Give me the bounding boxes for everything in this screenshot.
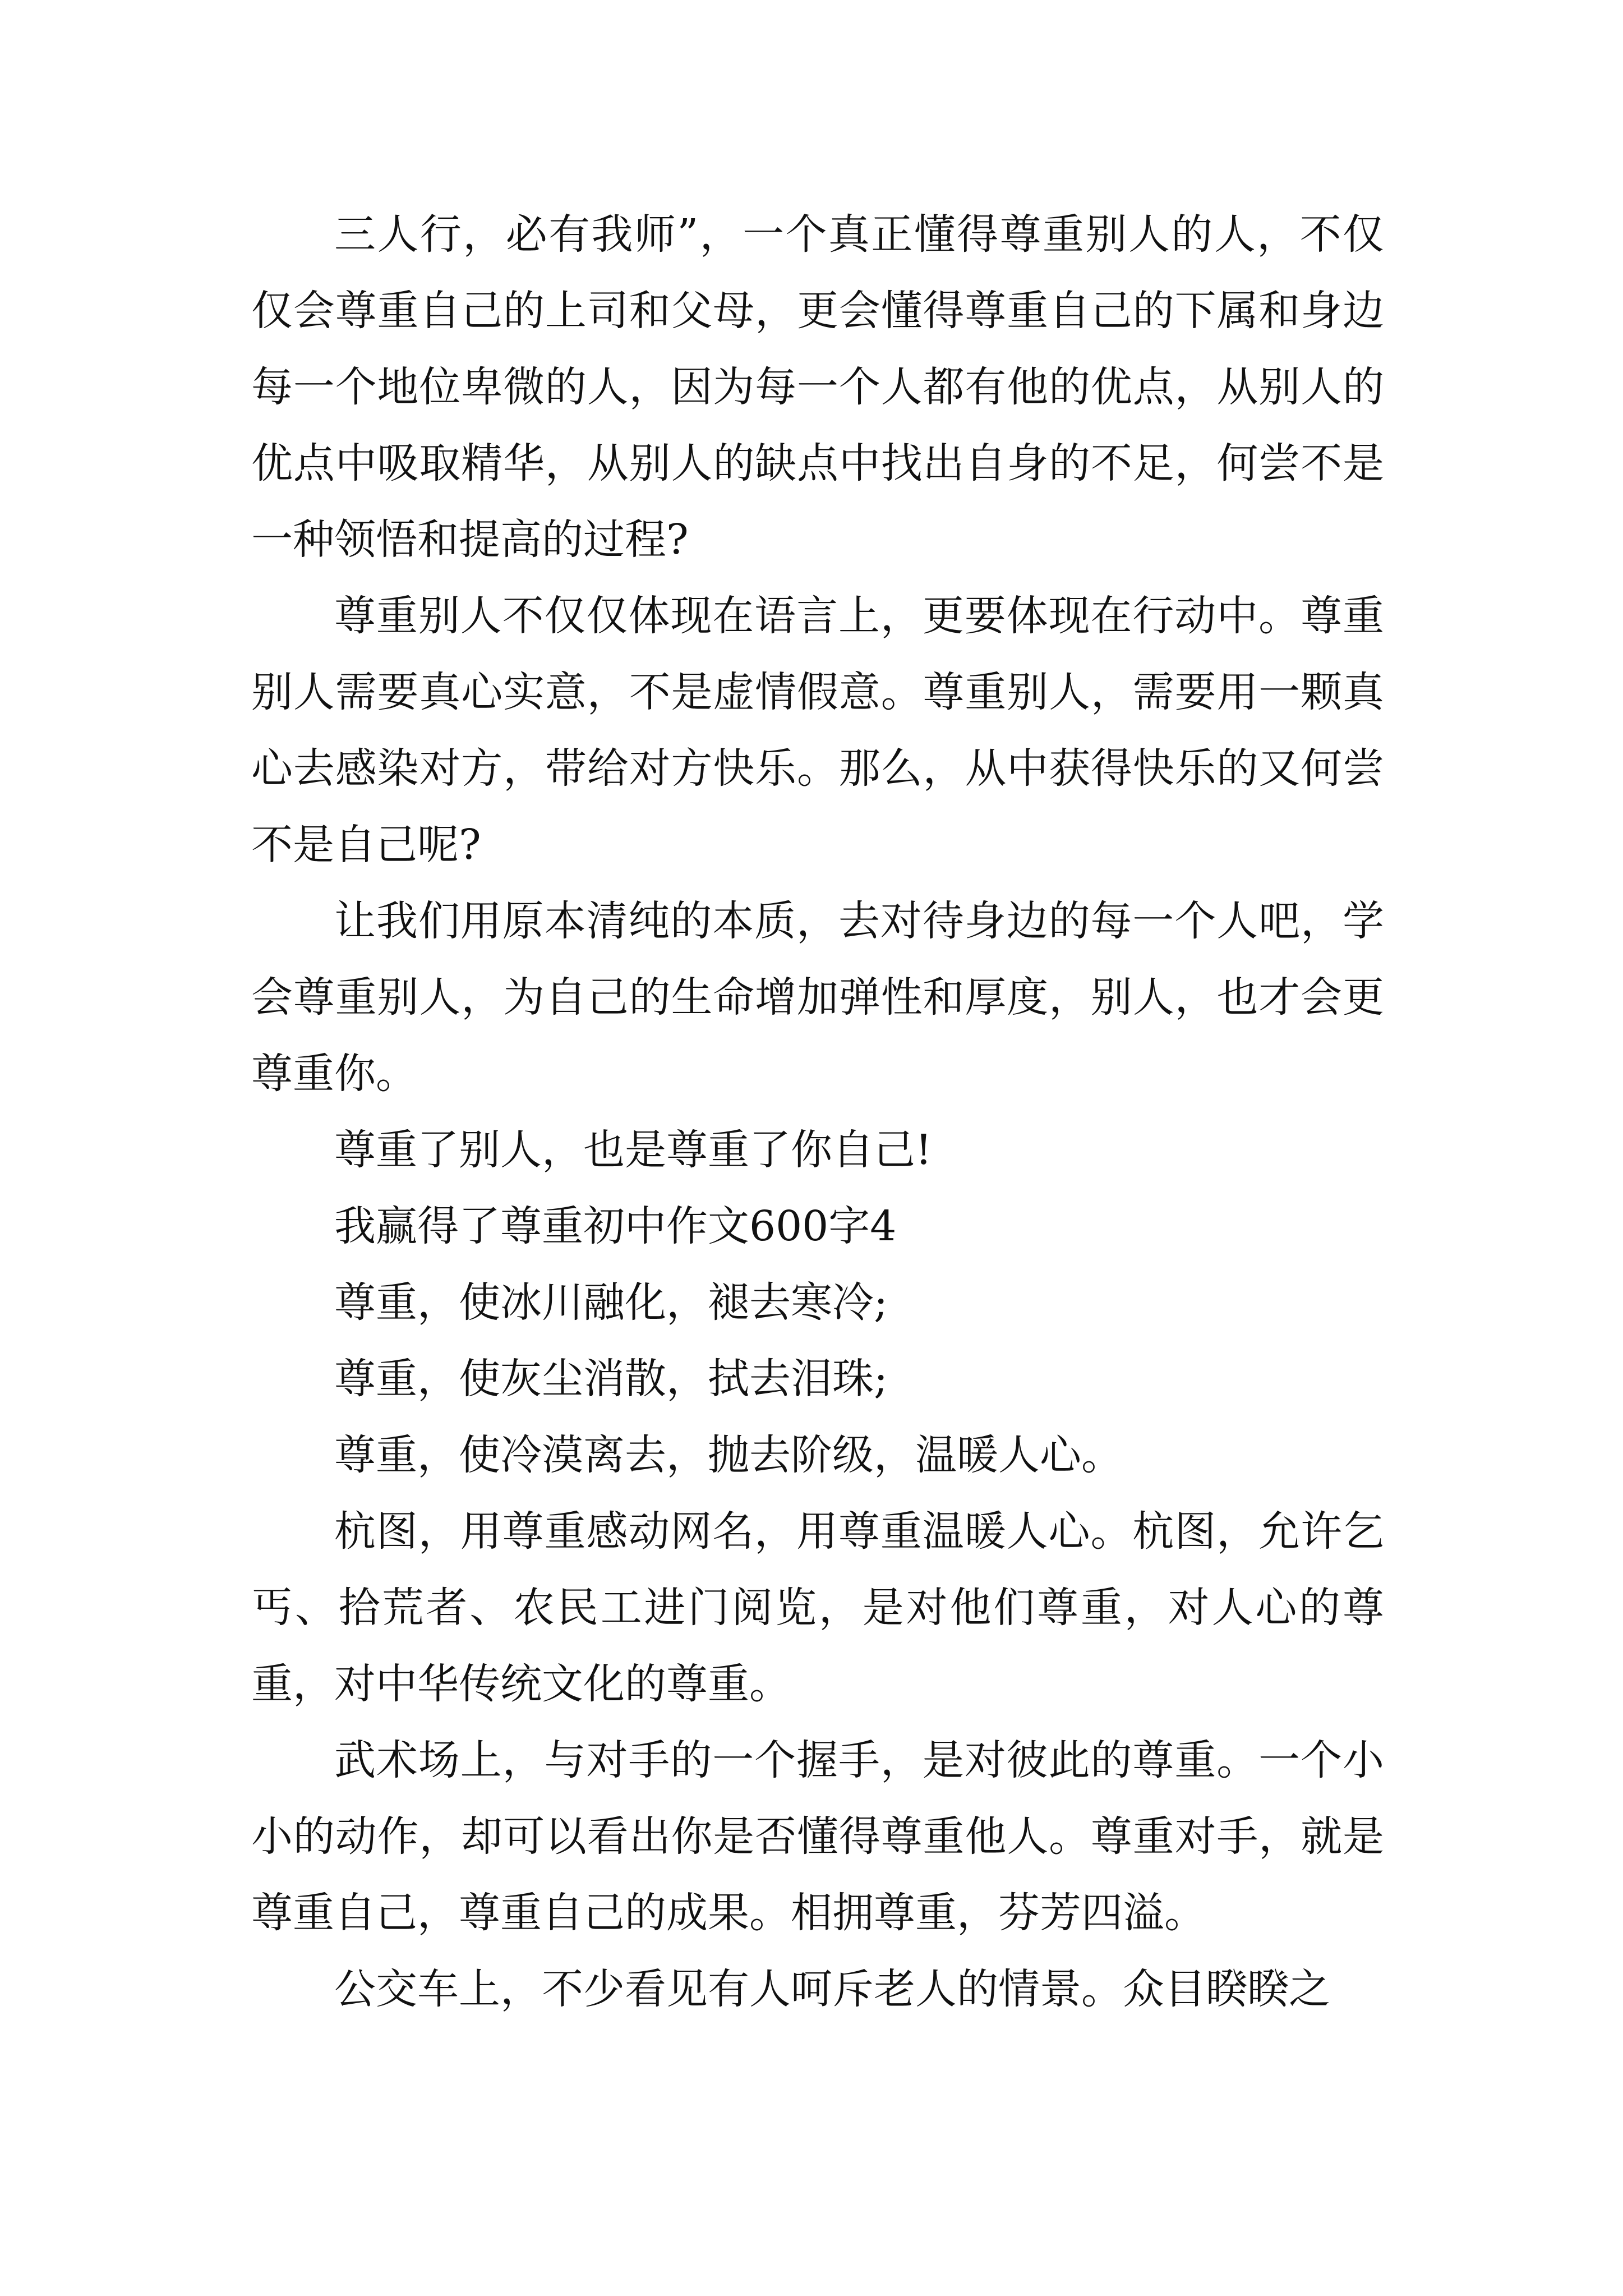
paragraph-1: 三人行，必有我师”，一个真正懂得尊重别人的人，不仅仅会尊重自己的上司和父母，更会懂得尊重自己的下属和身边每一个地位卑微的人，因为每一个人都有他的优点，从别人的优点中吸取精华，从别人的缺点中找出自身的不足，何尝不是一种领悟和提高的过程?: [251, 210, 1384, 564]
paragraph-6: 尊重，使冰川融化，褪去寒冷;: [334, 1278, 888, 1327]
document-body: [251, 196, 1384, 2027]
paragraph-4: 尊重了别人，也是尊重了你自己!: [334, 1126, 932, 1174]
paragraph-3: 让我们用原本清纯的本质，去对待身边的每一个人吧，学会尊重别人，为自己的生命增加弹性和厚度，别人，也才会更尊重你。: [251, 897, 1384, 1098]
paragraph-2: 尊重别人不仅仅体现在语言上，更要体现在行动中。尊重别人需要真心实意，不是虚情假意。尊重别人，需要用一颗真心去感染对方，带给对方快乐。那么，从中获得快乐的又何尝不是自己呢?: [251, 592, 1384, 869]
paragraph-8: 尊重，使冷漠离去，抛去阶级，温暖人心。: [334, 1431, 1123, 1479]
paragraph-7: 尊重，使灰尘消散，拭去泪珠;: [334, 1355, 888, 1403]
essay-title: 我赢得了尊重初中作文600字4: [334, 1202, 897, 1250]
paragraph-11: 公交车上，不少看见有人呵斥老人的情景。众目睽睽之: [334, 1965, 1330, 2013]
paragraph-9: 杭图，用尊重感动网名，用尊重温暖人心。杭图，允许乞丐、拾荒者、农民工进门阅览，是对他们尊重，对人心的尊重，对中华传统文化的尊重。: [251, 1507, 1384, 1708]
paragraph-10: 武术场上，与对手的一个握手，是对彼此的尊重。一个小小的动作，却可以看出你是否懂得尊重他人。尊重对手，就是尊重自己，尊重自己的成果。相拥尊重，芬芳四溢。: [251, 1736, 1384, 1937]
